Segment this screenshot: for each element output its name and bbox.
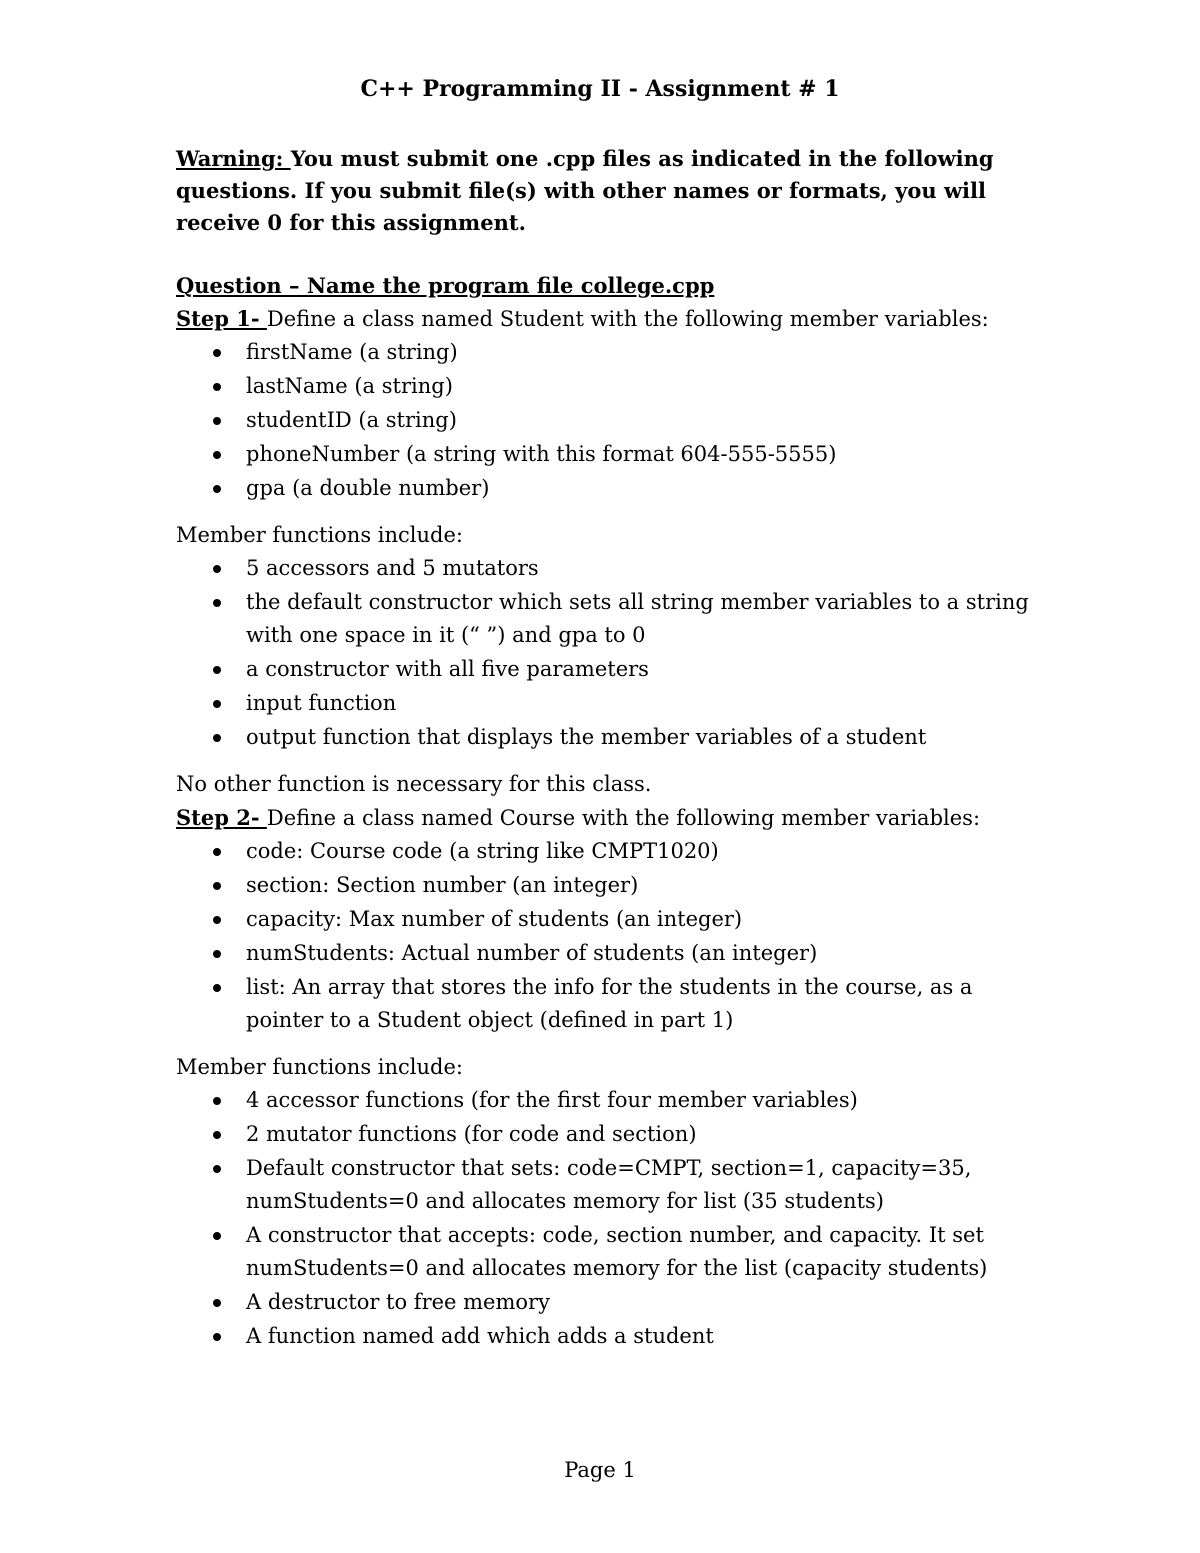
list-item: capacity: Max number of students (an integer)	[246, 903, 1036, 936]
step2-paragraph	[176, 801, 1036, 835]
student-functions-list	[176, 552, 1036, 754]
list-item: output function that displays the member variables of a student	[246, 721, 1036, 754]
list-item: lastName (a string)	[246, 370, 1036, 403]
document-title: C++ Programming II - Assignment # 1	[360, 76, 840, 102]
step1-label: Step 1-	[176, 306, 267, 331]
student-variables-list	[176, 336, 1036, 505]
list-item: A function named add which adds a student	[246, 1320, 1036, 1353]
list-item: 2 mutator functions (for code and section)	[246, 1118, 1036, 1151]
list-item: a constructor with all five parameters	[246, 653, 1036, 686]
list-item: code: Course code (a string like CMPT1020)	[246, 835, 1036, 868]
course-functions-heading: Member functions include:	[176, 1055, 463, 1079]
warning-text: You must submit one .cpp files as indicated in the following questions. If you submit file(s) with other names or formats, you will receive 0 for this assignment.	[176, 146, 994, 235]
page-number: Page 1	[564, 1458, 636, 1482]
list-item: A constructor that accepts: code, section number, and capacity. It set numStudents=0 and allocates memory for the list (capacity students)	[246, 1219, 1036, 1285]
list-item: phoneNumber (a string with this format 604-555-5555)	[246, 438, 1036, 471]
list-item: 4 accessor functions (for the first four member variables)	[246, 1084, 1036, 1117]
list-item: list: An array that stores the info for the students in the course, as a pointer to a Student object (defined in part 1)	[246, 971, 1036, 1037]
step1-paragraph	[176, 302, 1036, 336]
step2-text: Define a class named Course with the following member variables:	[266, 806, 981, 830]
list-item: numStudents: Actual number of students (an integer)	[246, 937, 1036, 970]
warning-paragraph	[176, 143, 1036, 239]
step2-label: Step 2-	[176, 805, 267, 830]
warning-label: Warning:	[176, 146, 291, 171]
course-functions-list	[176, 1084, 1036, 1353]
step1-text: Define a class named Student with the following member variables:	[266, 307, 989, 331]
student-note: No other function is necessary for this class.	[176, 772, 652, 796]
course-variables-list	[176, 835, 1036, 1037]
list-item: firstName (a string)	[246, 336, 1036, 369]
question-heading: Question – Name the program file college.cpp	[176, 273, 715, 298]
list-item: gpa (a double number)	[246, 472, 1036, 505]
list-item: 5 accessors and 5 mutators	[246, 552, 1036, 585]
document-body	[176, 143, 1036, 1354]
list-item: input function	[246, 687, 1036, 720]
student-functions-heading: Member functions include:	[176, 523, 463, 547]
list-item: studentID (a string)	[246, 404, 1036, 437]
list-item: section: Section number (an integer)	[246, 869, 1036, 902]
list-item: Default constructor that sets: code=CMPT, section=1, capacity=35, numStudents=0 and allocates memory for list (35 students)	[246, 1152, 1036, 1218]
list-item: the default constructor which sets all string member variables to a string with one space in it (“ ”) and gpa to 0	[246, 586, 1036, 652]
list-item: A destructor to free memory	[246, 1286, 1036, 1319]
